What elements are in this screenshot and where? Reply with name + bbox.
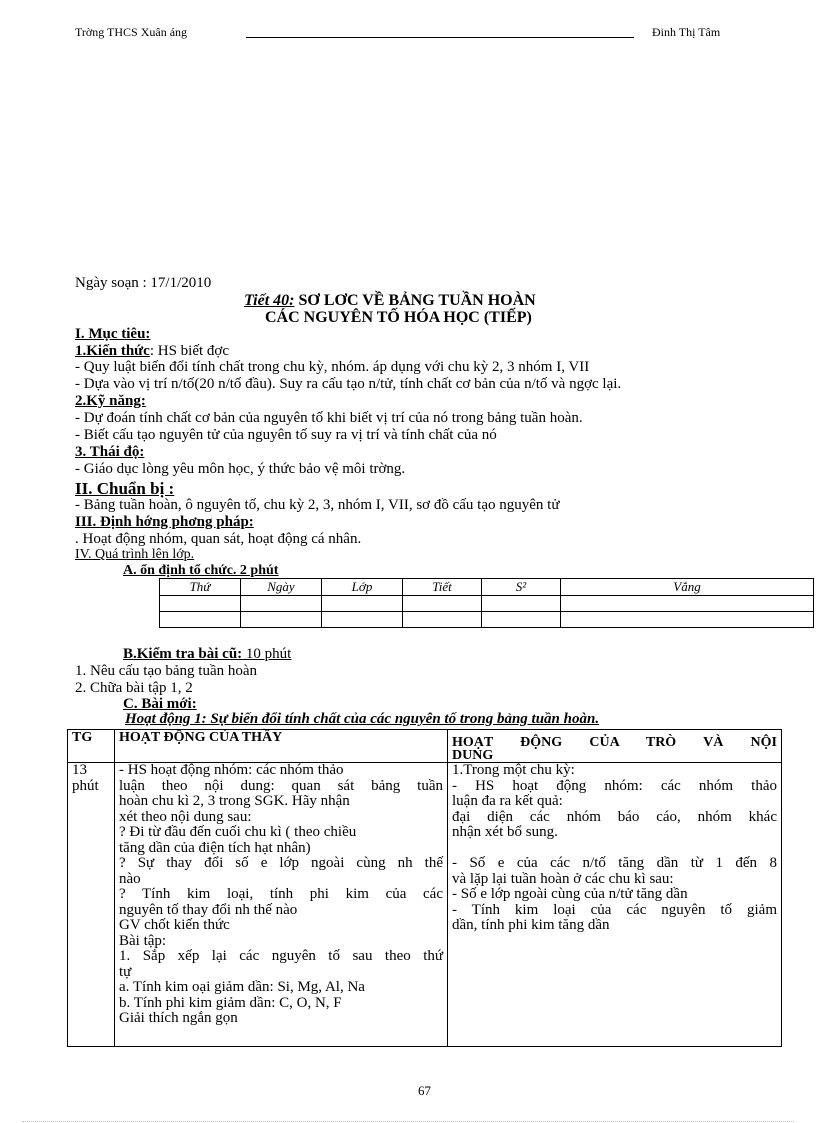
attitude-heading: 3. Thái độ:	[75, 444, 145, 460]
col-time-header: TG	[68, 730, 115, 763]
attendance-row	[160, 596, 814, 612]
preparation-item-1: - Bảng tuần hoàn, ô nguyên tố, chu kỳ 2, 3, nhóm I, VII, sơ đồ cấu tạo nguyên tử	[75, 497, 560, 513]
attendance-col-date: Ngày	[241, 579, 322, 596]
knowledge-heading: 1.Kiến thức: HS biết đợc	[75, 343, 230, 359]
check-item-1: 1. Nêu cấu tạo bảng tuần hoàn	[75, 663, 258, 679]
attendance-header-row	[160, 579, 814, 596]
activity-body-row	[68, 763, 782, 1047]
prep-date: Ngày soạn : 17/1/2010	[75, 275, 212, 291]
check-heading: B.Kiểm tra bài cũ: 10 phút	[123, 646, 292, 662]
attendance-col-day: Thứ	[160, 579, 241, 596]
skills-heading: 2.Kỹ năng:	[75, 393, 146, 409]
lesson-title-line1	[244, 292, 536, 310]
attendance-col-class: Lớp	[322, 579, 403, 596]
activity-table	[67, 729, 782, 1047]
school-name: Trờng THCS Xuân áng	[75, 25, 188, 39]
attendance-col-count: S²	[482, 579, 561, 596]
process-heading: IV. Quá trình lên lớp.	[75, 547, 195, 562]
activity-1-heading: Hoạt động 1: Sự biến đổi tính chất của các nguyên tố trong bảng tuần hoàn.	[125, 711, 600, 727]
col-teacher-header: HOẠT ĐỘNG CỦA THẦY	[115, 730, 448, 763]
preparation-heading: II. Chuẩn bị :	[75, 479, 175, 498]
page-number: 67	[418, 1083, 431, 1098]
method-item-1: . Hoạt động nhóm, quan sát, hoạt động cá nhân.	[75, 531, 362, 547]
teacher-name: Đinh Thị Tâm	[652, 25, 721, 39]
objectives-heading: I. Mục tiêu:	[75, 326, 151, 342]
attendance-table	[159, 578, 814, 628]
check-item-2: 2. Chữa bài tập 1, 2	[75, 680, 193, 696]
lesson-title-main: SƠ LƠC VỀ BẢNG TUẦN HOÀN	[294, 292, 536, 309]
student-activity-cell: 1.Trong một chu kỳ: - HS hoạt động nhóm: các nhóm thảo luận đa ra kết quả: đại diện các nhóm báo cáo, nhóm khác nhận xét bổ sung. - Số e của các n/tố tăng dần từ 1 đến 8 và lặp lại tuần hoàn ở các chu kì sau: - Số e lớp ngoài cùng của n/tử tăng dần - Tính kim loại của các nguyên tố giảm dần, tính phi kim tăng dần	[448, 763, 782, 1047]
new-lesson-heading: C. Bài mới:	[123, 696, 197, 712]
skills-item-2: - Biết cấu tạo nguyên tử của nguyên tố suy ra vị trí và tính chất của nó	[75, 427, 497, 443]
lesson-title-line2: CÁC NGUYÊN TỐ HÓA HỌC (TIẾP)	[265, 309, 532, 326]
page-bottom-edge	[22, 1121, 794, 1122]
teacher-activity-cell: - HS hoạt động nhóm: các nhóm thảo luận theo nội dung: quan sát bảng tuần hoàn chu kì 2, 3 trong SGK. Hãy nhận xét theo nội dung sau: ? Đi từ đầu đến cuối chu kì ( theo chiều tăng dần của điện tích hạt nhân) ? Sự thay đổi số e lớp ngoài cùng nh thế nào ? Tính kim loại, tính phi kim của các nguyên tố thay đổi nh thế nào GV chốt kiến thức Bài tập: 1. Sắp xếp lại các nguyên tố sau theo thứ tự a. Tính kim oại giảm dần: Si, Mg, Al, Na b. Tính phi kim giảm dần: C, O, N, F Giải thích ngắn gọn	[115, 763, 448, 1047]
attitude-item-1: - Giáo dục lòng yêu môn học, ý thức bảo vệ môi trờng.	[75, 461, 406, 477]
skills-item-1: - Dự đoán tính chất cơ bản của nguyên tố khi biết vị trí của nó trong bảng tuần hoàn.	[75, 410, 583, 426]
knowledge-item-2: - Dựa vào vị trí n/tố(20 n/tố đầu). Suy ra cấu tạo n/tử, tính chất cơ bản của n/tố và ngợc lại.	[75, 376, 622, 392]
attendance-col-absent: Vắng	[561, 579, 814, 596]
lesson-number: Tiết 40:	[244, 292, 295, 309]
time-cell: 13 phút	[68, 763, 115, 1047]
attendance-col-period: Tiết	[403, 579, 482, 596]
attendance-row	[160, 612, 814, 628]
knowledge-item-1: - Quy luật biến đổi tính chất trong chu kỳ, nhóm. áp dụng với chu kỳ 2, 3 nhóm I, VII	[75, 359, 590, 375]
method-heading: III. Định hớng phơng pháp:	[75, 514, 254, 530]
header-rule	[246, 37, 634, 38]
activity-header-row	[68, 730, 782, 763]
stabilize-heading: A. ổn định tổ chức. 2 phút	[123, 563, 279, 578]
col-student-header: HOẠT ĐỘNG CỦA TRÒ VÀ NỘI DUNG	[448, 730, 782, 763]
